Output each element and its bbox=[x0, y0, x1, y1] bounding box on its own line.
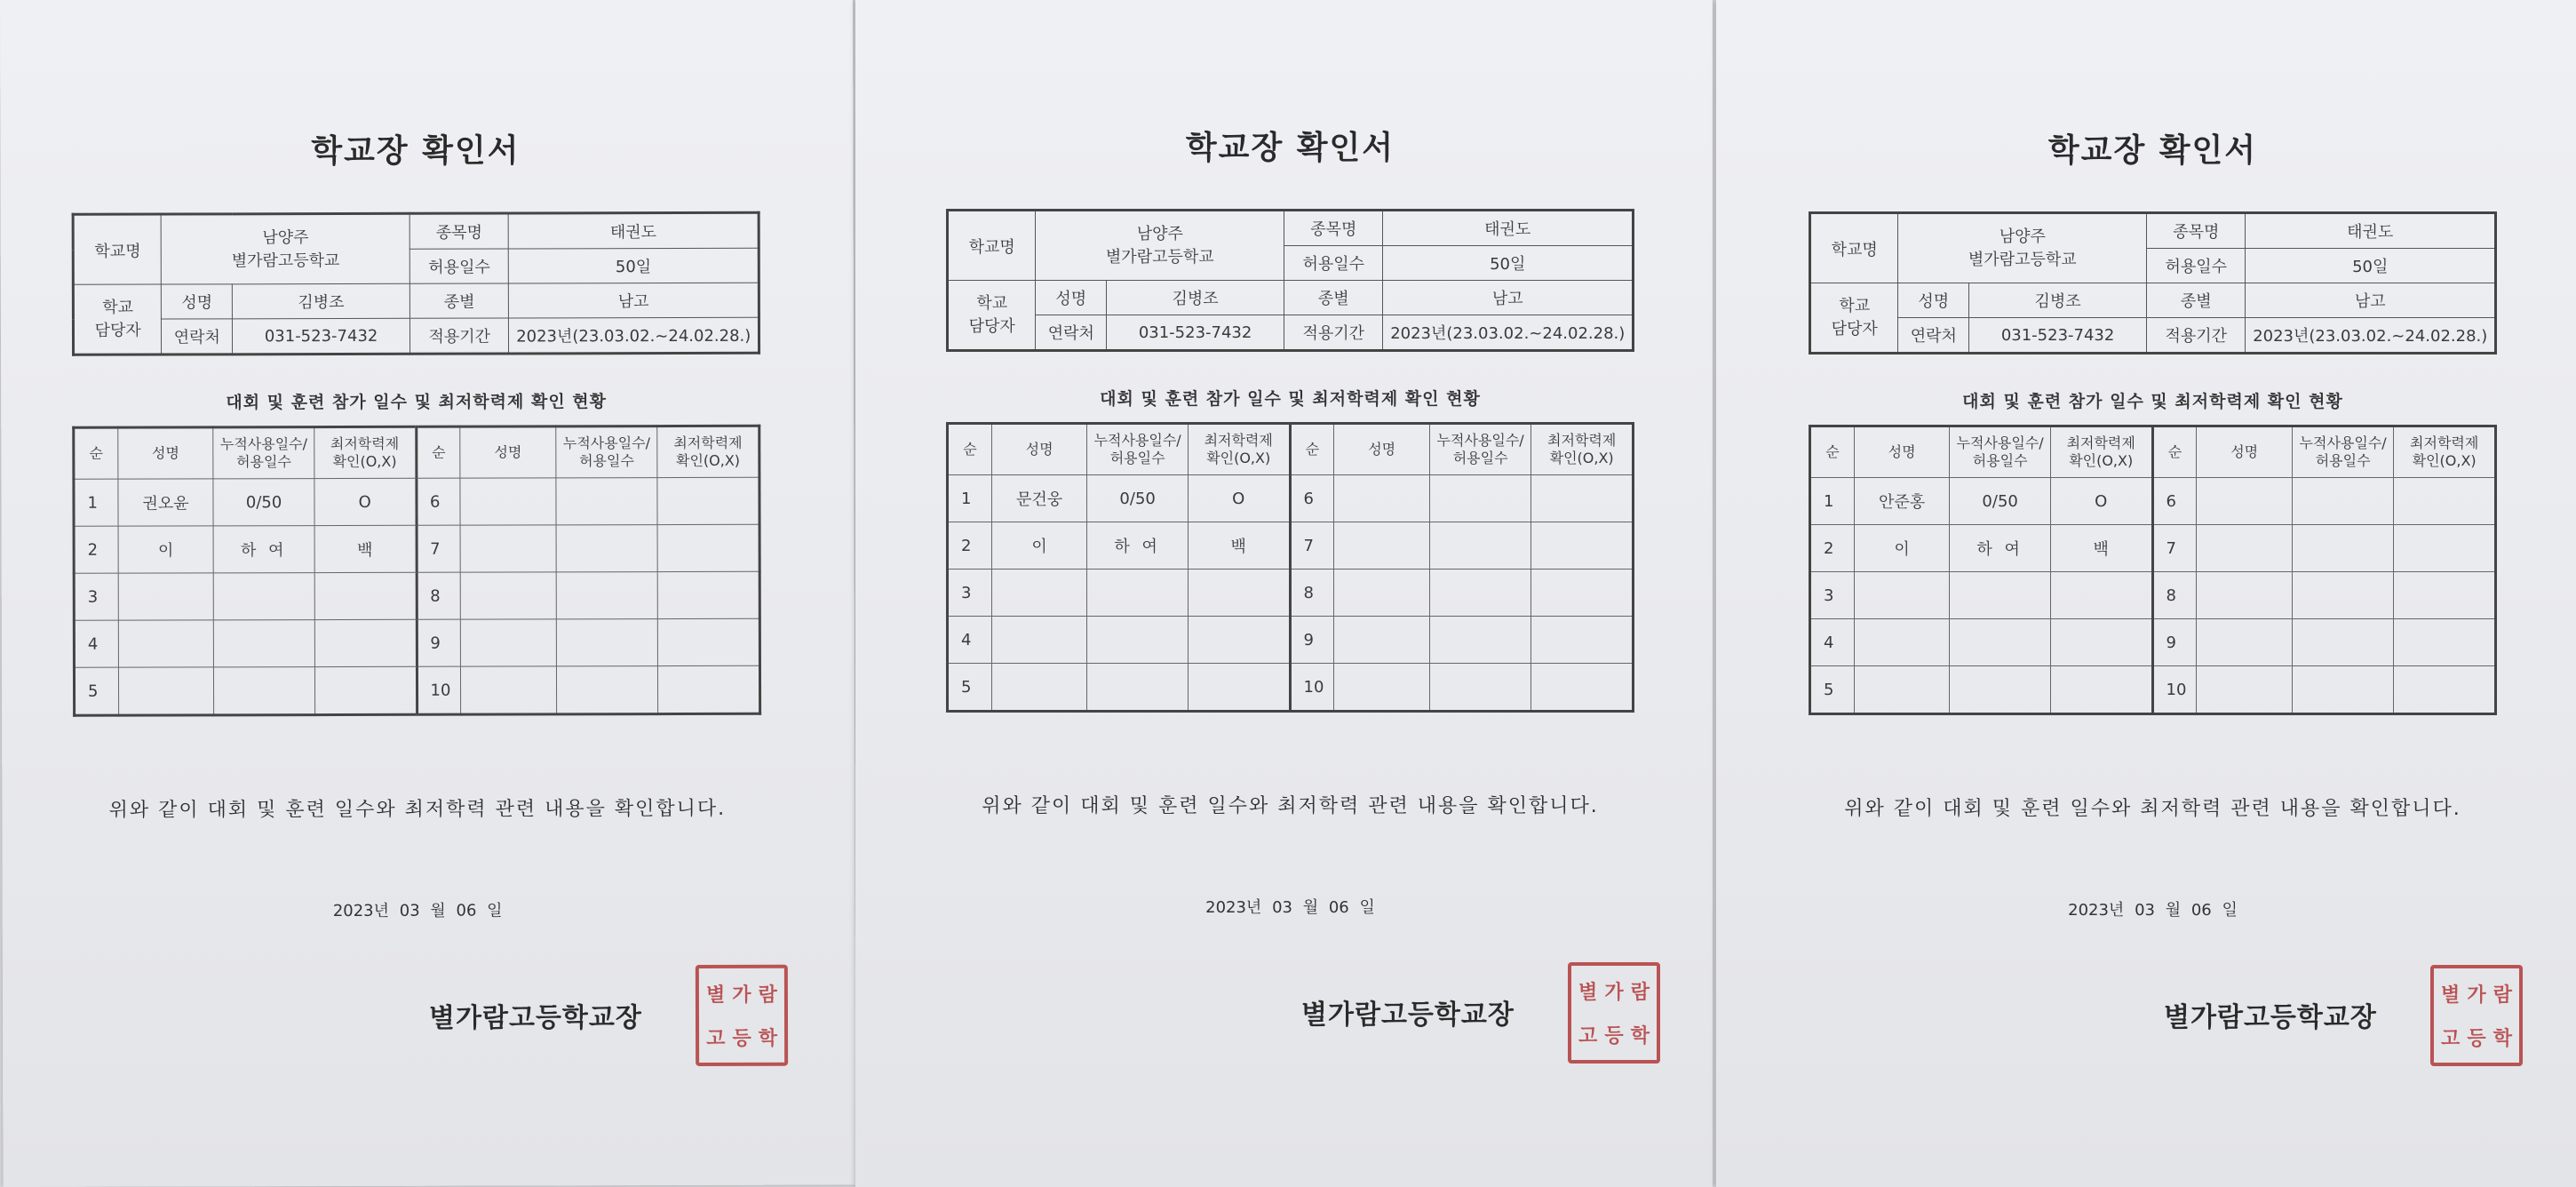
header-days: 누적사용일수/ 허용일수 bbox=[213, 427, 314, 479]
sheet-1 bbox=[0, 0, 855, 1187]
label-gender-type: 종별 bbox=[1284, 281, 1383, 315]
value-gender-type: 남고 bbox=[509, 283, 759, 318]
empty-cell bbox=[1950, 619, 2051, 666]
header-days: 누적사용일수/ 허용일수 bbox=[1950, 426, 2051, 478]
header-no: 순 bbox=[74, 427, 118, 479]
label-name: 성명 bbox=[1898, 283, 1969, 318]
days-used: 0/50 bbox=[1950, 478, 2051, 525]
empty-cell bbox=[2197, 478, 2292, 525]
date-month-unit: 월 bbox=[430, 901, 446, 920]
row-number: 5 bbox=[1810, 666, 1855, 714]
label-school-name: 학교명 bbox=[73, 214, 162, 284]
empty-cell bbox=[556, 666, 658, 714]
label-school-name: 학교명 bbox=[948, 211, 1036, 281]
row-number: 5 bbox=[74, 667, 118, 715]
table-row bbox=[948, 475, 1634, 522]
label-gender-type: 종별 bbox=[2147, 283, 2246, 318]
header-name: 성명 bbox=[118, 427, 214, 479]
empty-cell bbox=[1334, 617, 1429, 664]
header-no: 순 bbox=[948, 424, 992, 475]
row-number: 1 bbox=[74, 479, 118, 526]
empty-cell bbox=[2050, 619, 2152, 666]
document-title: 학교장 확인서 bbox=[2047, 132, 2258, 169]
empty-cell bbox=[460, 478, 556, 525]
empty-cell bbox=[991, 664, 1086, 712]
date-day: 06 bbox=[456, 901, 477, 920]
empty-cell bbox=[461, 572, 557, 619]
row-number: 3 bbox=[1810, 572, 1855, 619]
label-manager: 학교 담당자 bbox=[73, 284, 162, 355]
blank-marker-check: 백 bbox=[2050, 525, 2152, 572]
blank-marker-days: 하 여 bbox=[1087, 522, 1189, 570]
blank-marker-days: 하 여 bbox=[1950, 525, 2051, 572]
empty-cell bbox=[1854, 666, 1949, 714]
row-number: 1 bbox=[948, 475, 992, 522]
header-name: 성명 bbox=[460, 426, 556, 478]
confirmation-document bbox=[71, 131, 778, 1050]
date-year: 2023년 bbox=[332, 901, 390, 921]
row-number: 7 bbox=[1290, 522, 1334, 570]
header-days: 누적사용일수/ 허용일수 bbox=[2292, 426, 2393, 478]
academic-check: O bbox=[1188, 475, 1290, 522]
label-sport: 종목명 bbox=[1284, 211, 1383, 246]
header-check: 최저학력제 확인(O,X) bbox=[2394, 426, 2496, 478]
label-period: 적용기간 bbox=[2147, 318, 2246, 354]
empty-cell bbox=[1531, 522, 1634, 570]
school-info-table bbox=[946, 209, 1634, 352]
empty-cell bbox=[118, 667, 214, 715]
student-name: 문건웅 bbox=[991, 475, 1086, 522]
label-school-name: 학교명 bbox=[1810, 213, 1898, 283]
row-number: 2 bbox=[74, 526, 118, 573]
table-row bbox=[1810, 666, 2496, 714]
record-table bbox=[1809, 425, 2497, 715]
empty-cell bbox=[1334, 664, 1429, 712]
empty-cell bbox=[1087, 617, 1189, 664]
empty-cell bbox=[1334, 570, 1429, 617]
value-sport: 태권도 bbox=[1383, 211, 1634, 246]
official-seal bbox=[2430, 965, 2523, 1066]
date-year: 2023년 bbox=[1205, 898, 1262, 917]
sheet-3 bbox=[1716, 0, 2576, 1187]
empty-cell bbox=[2292, 666, 2393, 714]
header-days: 누적사용일수/ 허용일수 bbox=[1429, 424, 1530, 475]
seal-char: 가 bbox=[2467, 984, 2486, 1007]
empty-cell bbox=[1429, 522, 1530, 570]
empty-cell bbox=[2292, 478, 2393, 525]
empty-cell bbox=[2292, 525, 2393, 572]
empty-cell bbox=[214, 620, 315, 667]
principal-name: 별가람고등학교장 bbox=[2164, 1002, 2377, 1033]
label-sport: 종목명 bbox=[409, 213, 508, 249]
header-name: 성명 bbox=[1334, 424, 1429, 475]
header-no: 순 bbox=[2152, 426, 2197, 478]
seal-char: 학 bbox=[1630, 1024, 1650, 1048]
empty-cell bbox=[1950, 572, 2051, 619]
empty-cell bbox=[658, 571, 760, 618]
value-period: 2023년(23.03.02.~24.02.28.) bbox=[2246, 318, 2496, 354]
table-row bbox=[948, 522, 1634, 570]
date-day-unit: 일 bbox=[2222, 901, 2238, 920]
value-gender-type: 남고 bbox=[1383, 281, 1634, 315]
empty-cell bbox=[1188, 617, 1290, 664]
empty-cell bbox=[658, 618, 760, 665]
seal-char: 등 bbox=[732, 1026, 751, 1050]
official-seal bbox=[1568, 962, 1660, 1064]
label-allowed-days: 허용일수 bbox=[2147, 249, 2246, 283]
header-check: 최저학력제 확인(O,X) bbox=[2050, 426, 2152, 478]
label-period: 적용기간 bbox=[410, 318, 509, 354]
blank-marker-name: 이 bbox=[1854, 525, 1949, 572]
seal-char: 별 bbox=[2441, 984, 2461, 1007]
document-title: 학교장 확인서 bbox=[1185, 130, 1395, 166]
value-allowed-days: 50일 bbox=[2246, 249, 2496, 283]
date-year: 2023년 bbox=[2068, 901, 2125, 920]
academic-check: O bbox=[2050, 478, 2152, 525]
date-month: 03 bbox=[2135, 901, 2155, 920]
table-row bbox=[1810, 525, 2496, 572]
blank-marker-check: 백 bbox=[314, 525, 417, 572]
empty-cell bbox=[1188, 664, 1290, 712]
confirmation-document bbox=[946, 129, 1650, 1048]
value-contact: 031-523-7432 bbox=[1969, 318, 2147, 354]
row-number: 10 bbox=[417, 666, 461, 714]
principal-name: 별가람고등학교장 bbox=[428, 1002, 642, 1034]
empty-cell bbox=[991, 570, 1086, 617]
value-school-name: 남양주 별가람고등학교 bbox=[1036, 211, 1284, 281]
table-row bbox=[1810, 619, 2496, 666]
empty-cell bbox=[1334, 475, 1429, 522]
date-day: 06 bbox=[2190, 901, 2212, 920]
label-allowed-days: 허용일수 bbox=[409, 249, 508, 283]
empty-cell bbox=[556, 572, 658, 619]
row-number: 4 bbox=[948, 617, 992, 664]
empty-cell bbox=[2394, 619, 2496, 666]
issue-date bbox=[946, 895, 1634, 918]
label-period: 적용기간 bbox=[1284, 315, 1383, 351]
empty-cell bbox=[2050, 572, 2152, 619]
row-number: 6 bbox=[416, 478, 460, 525]
empty-cell bbox=[657, 524, 759, 571]
value-school-name: 남양주 별가람고등학교 bbox=[162, 213, 410, 284]
row-number: 5 bbox=[948, 664, 992, 712]
value-contact: 031-523-7432 bbox=[233, 318, 410, 355]
row-number: 7 bbox=[2152, 525, 2197, 572]
blank-marker-days: 하 여 bbox=[213, 526, 314, 573]
seal-char: 등 bbox=[1604, 1024, 1624, 1048]
empty-cell bbox=[2394, 572, 2496, 619]
row-number: 6 bbox=[1290, 475, 1334, 522]
academic-check: O bbox=[314, 478, 417, 525]
table-row bbox=[948, 617, 1634, 664]
record-table bbox=[946, 422, 1634, 713]
value-manager-name: 김병조 bbox=[1107, 281, 1284, 315]
header-check: 최저학력제 확인(O,X) bbox=[1188, 424, 1290, 475]
table-row bbox=[74, 477, 759, 526]
seal-char: 가 bbox=[1604, 981, 1624, 1004]
header-no: 순 bbox=[1290, 424, 1334, 475]
header-name: 성명 bbox=[991, 424, 1086, 475]
empty-cell bbox=[2394, 478, 2496, 525]
empty-cell bbox=[1429, 570, 1530, 617]
confirmation-document bbox=[1809, 131, 2512, 1050]
header-name: 성명 bbox=[2197, 426, 2292, 478]
row-number: 4 bbox=[74, 620, 118, 667]
date-month: 03 bbox=[1272, 898, 1292, 917]
row-number: 4 bbox=[1810, 619, 1855, 666]
row-number: 10 bbox=[2152, 666, 2197, 714]
header-name: 성명 bbox=[1854, 426, 1949, 478]
value-allowed-days: 50일 bbox=[1383, 246, 1634, 281]
seal-char: 학 bbox=[2493, 1027, 2512, 1050]
table-row bbox=[1810, 478, 2496, 525]
row-number: 1 bbox=[1810, 478, 1855, 525]
header-no: 순 bbox=[416, 426, 460, 478]
school-info-table bbox=[1809, 211, 2497, 355]
empty-cell bbox=[556, 619, 658, 666]
seal-char: 별 bbox=[1578, 981, 1598, 1004]
student-name: 안준홍 bbox=[1854, 478, 1949, 525]
seal-char: 별 bbox=[705, 983, 726, 1007]
empty-cell bbox=[1429, 617, 1530, 664]
empty-cell bbox=[1429, 664, 1530, 712]
section-title: 대회 및 훈련 참가 일수 및 최저학력제 확인 현황 bbox=[1100, 389, 1481, 409]
empty-cell bbox=[2197, 525, 2292, 572]
seal-char: 고 bbox=[2441, 1027, 2461, 1050]
date-day: 06 bbox=[1328, 898, 1349, 917]
row-number: 3 bbox=[74, 573, 118, 620]
label-sport: 종목명 bbox=[2147, 213, 2246, 249]
confirmation-statement: 위와 같이 대회 및 훈련 일수와 최저학력 관련 내용을 확인합니다. bbox=[108, 797, 727, 822]
empty-cell bbox=[1531, 664, 1634, 712]
blank-marker-name: 이 bbox=[991, 522, 1086, 570]
row-number: 8 bbox=[2152, 572, 2197, 619]
value-manager-name: 김병조 bbox=[1969, 283, 2147, 318]
confirmation-statement: 위와 같이 대회 및 훈련 일수와 최저학력 관련 내용을 확인합니다. bbox=[1844, 798, 2461, 820]
value-period: 2023년(23.03.02.~24.02.28.) bbox=[1383, 315, 1634, 351]
row-number: 9 bbox=[417, 619, 461, 666]
row-number: 9 bbox=[2152, 619, 2197, 666]
table-row bbox=[948, 664, 1634, 712]
table-row bbox=[74, 524, 759, 573]
empty-cell bbox=[1188, 570, 1290, 617]
date-day-unit: 일 bbox=[487, 901, 503, 920]
label-name: 성명 bbox=[162, 284, 233, 319]
empty-cell bbox=[1531, 617, 1634, 664]
empty-cell bbox=[461, 666, 557, 714]
student-name: 권오윤 bbox=[118, 479, 214, 526]
blank-marker-check: 백 bbox=[1188, 522, 1290, 570]
empty-cell bbox=[314, 666, 417, 714]
value-contact: 031-523-7432 bbox=[1107, 315, 1284, 351]
empty-cell bbox=[1854, 619, 1949, 666]
seal-char: 등 bbox=[2467, 1027, 2486, 1050]
empty-cell bbox=[1854, 572, 1949, 619]
record-table bbox=[72, 425, 761, 717]
section-title: 대회 및 훈련 참가 일수 및 최저학력제 확인 현황 bbox=[1962, 392, 2343, 411]
row-number: 9 bbox=[1290, 617, 1334, 664]
empty-cell bbox=[118, 573, 214, 620]
empty-cell bbox=[2394, 525, 2496, 572]
sheet-2 bbox=[855, 0, 1713, 1187]
value-manager-name: 김병조 bbox=[232, 283, 409, 319]
label-contact: 연락처 bbox=[1036, 315, 1107, 351]
header-days: 누적사용일수/ 허용일수 bbox=[556, 426, 658, 478]
row-number: 8 bbox=[1290, 570, 1334, 617]
value-sport: 태권도 bbox=[2246, 213, 2496, 249]
empty-cell bbox=[991, 617, 1086, 664]
empty-cell bbox=[1087, 664, 1189, 712]
header-check: 최저학력제 확인(O,X) bbox=[1531, 424, 1634, 475]
issue-date bbox=[1809, 897, 2497, 920]
table-row bbox=[74, 665, 759, 715]
empty-cell bbox=[314, 572, 417, 619]
empty-cell bbox=[214, 573, 315, 620]
table-row bbox=[948, 570, 1634, 617]
empty-cell bbox=[118, 620, 214, 667]
section-title: 대회 및 훈련 참가 일수 및 최저학력제 확인 현황 bbox=[226, 392, 608, 413]
empty-cell bbox=[2292, 619, 2393, 666]
school-info-table bbox=[72, 211, 760, 356]
empty-cell bbox=[214, 667, 315, 715]
seal-char: 고 bbox=[1578, 1024, 1598, 1048]
label-name: 성명 bbox=[1036, 281, 1107, 315]
document-title: 학교장 확인서 bbox=[311, 132, 521, 171]
official-seal bbox=[696, 965, 788, 1066]
empty-cell bbox=[1950, 666, 2051, 714]
date-day-unit: 일 bbox=[1359, 898, 1375, 917]
empty-cell bbox=[2197, 572, 2292, 619]
label-manager: 학교 담당자 bbox=[948, 281, 1036, 351]
label-contact: 연락처 bbox=[1898, 318, 1969, 354]
table-row bbox=[74, 618, 759, 667]
row-number: 2 bbox=[1810, 525, 1855, 572]
value-period: 2023년(23.03.02.~24.02.28.) bbox=[509, 317, 759, 354]
seal-char: 학 bbox=[758, 1026, 778, 1050]
row-number: 2 bbox=[948, 522, 992, 570]
principal-name: 별가람고등학교장 bbox=[1301, 1000, 1515, 1031]
seal-char: 람 bbox=[2493, 984, 2512, 1007]
row-number: 6 bbox=[2152, 478, 2197, 525]
empty-cell bbox=[2394, 666, 2496, 714]
header-no: 순 bbox=[1810, 426, 1855, 478]
empty-cell bbox=[1531, 570, 1634, 617]
value-allowed-days: 50일 bbox=[509, 248, 759, 283]
date-month-unit: 월 bbox=[2165, 901, 2182, 920]
seal-char: 가 bbox=[732, 983, 751, 1007]
seal-char: 람 bbox=[1630, 981, 1650, 1004]
empty-cell bbox=[460, 525, 556, 572]
empty-cell bbox=[556, 478, 658, 525]
header-days: 누적사용일수/ 허용일수 bbox=[1087, 424, 1189, 475]
empty-cell bbox=[556, 525, 658, 572]
empty-cell bbox=[658, 665, 760, 713]
label-gender-type: 종별 bbox=[409, 283, 508, 318]
issue-date bbox=[74, 897, 762, 922]
value-gender-type: 남고 bbox=[2246, 283, 2496, 318]
label-allowed-days: 허용일수 bbox=[1284, 246, 1383, 281]
seal-char: 람 bbox=[758, 983, 777, 1007]
empty-cell bbox=[2050, 666, 2152, 714]
row-number: 7 bbox=[417, 525, 461, 572]
empty-cell bbox=[2197, 619, 2292, 666]
empty-cell bbox=[1531, 475, 1634, 522]
label-manager: 학교 담당자 bbox=[1810, 283, 1898, 354]
empty-cell bbox=[314, 619, 417, 666]
seal-char: 고 bbox=[706, 1026, 726, 1050]
empty-cell bbox=[1334, 522, 1429, 570]
value-school-name: 남양주 별가람고등학교 bbox=[1898, 213, 2147, 283]
confirmation-statement: 위와 같이 대회 및 훈련 일수와 최저학력 관련 내용을 확인합니다. bbox=[982, 795, 1599, 817]
header-check: 최저학력제 확인(O,X) bbox=[314, 426, 417, 478]
empty-cell bbox=[1429, 475, 1530, 522]
date-month: 03 bbox=[399, 901, 420, 920]
date-month-unit: 월 bbox=[1302, 898, 1319, 917]
table-row bbox=[1810, 572, 2496, 619]
value-sport: 태권도 bbox=[509, 212, 759, 249]
blank-marker-name: 이 bbox=[118, 526, 214, 573]
row-number: 8 bbox=[417, 572, 461, 619]
table-row bbox=[74, 571, 759, 620]
empty-cell bbox=[657, 477, 759, 524]
label-contact: 연락처 bbox=[162, 319, 233, 355]
empty-cell bbox=[461, 619, 557, 666]
row-number: 10 bbox=[1290, 664, 1334, 712]
header-check: 최저학력제 확인(O,X) bbox=[657, 426, 759, 477]
row-number: 3 bbox=[948, 570, 992, 617]
empty-cell bbox=[2292, 572, 2393, 619]
days-used: 0/50 bbox=[1087, 475, 1189, 522]
days-used: 0/50 bbox=[213, 479, 314, 526]
empty-cell bbox=[2197, 666, 2292, 714]
empty-cell bbox=[1087, 570, 1189, 617]
